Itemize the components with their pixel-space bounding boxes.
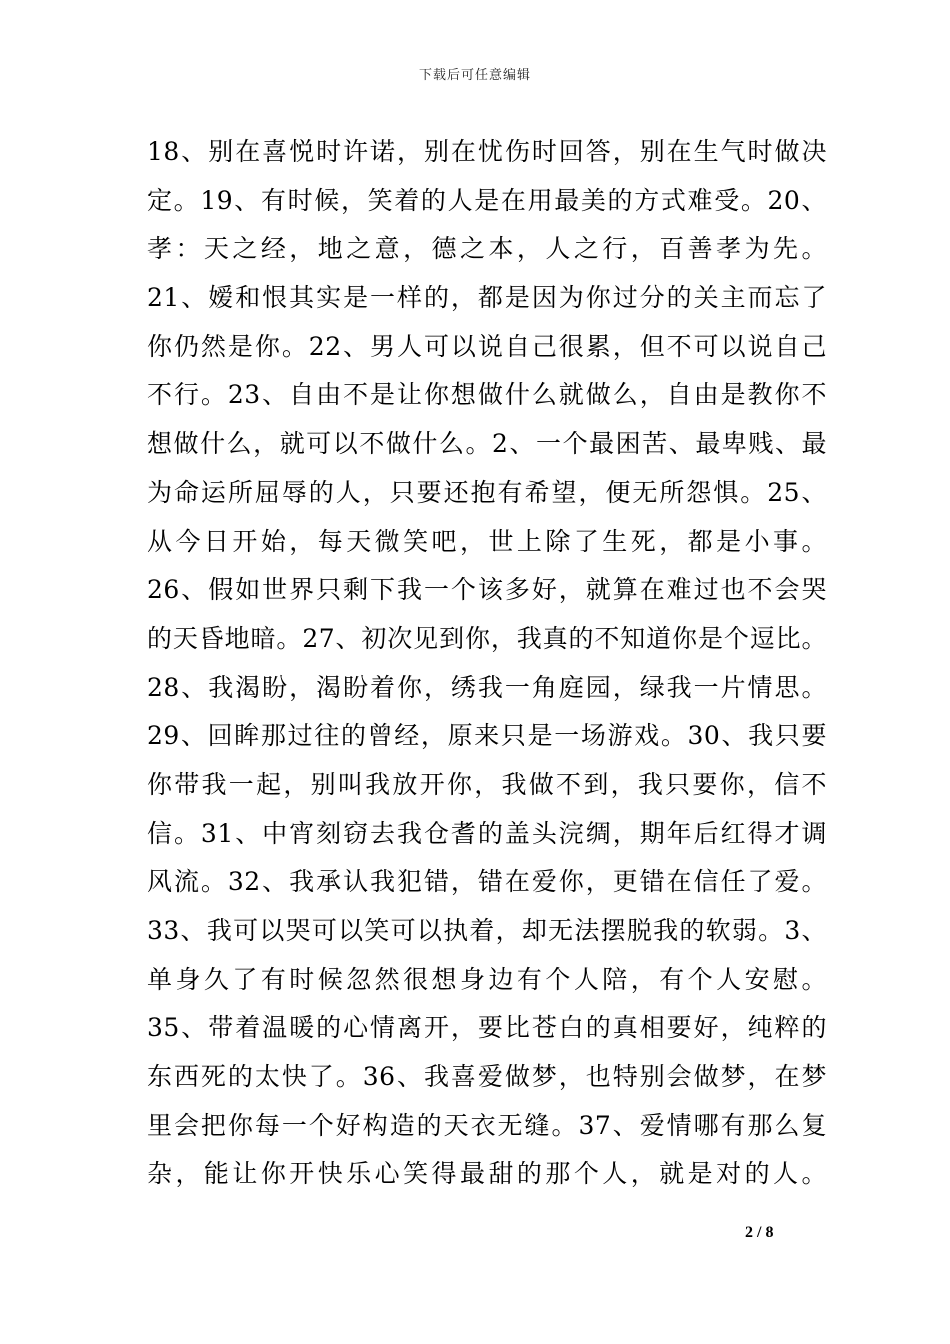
- text-line: 29、回眸那过往的曾经，原来只是一场游戏。30、我只要: [147, 721, 827, 751]
- text-line: 孝：天之经，地之意，德之本，人之行，百善孝为先。: [147, 234, 827, 264]
- text-line: 你仍然是你。22、男人可以说自己很累，但不可以说自己: [147, 331, 827, 361]
- text-line: 信。31、中宵刻窃去我仓耆的盖头浣绸，期年后红得才调: [147, 818, 827, 848]
- text-line: 33、我可以哭可以笑可以执着，却无法摆脱我的软弱。3、: [147, 916, 827, 945]
- text-line: 28、我渴盼，渴盼着你，绣我一角庭园，绿我一片情思。: [147, 672, 827, 702]
- text-line: 单身久了有时候忽然很想身边有个人陪，有个人安慰。: [147, 964, 827, 994]
- text-line: 杂，能让你开快乐心笑得最甜的那个人，就是对的人。: [147, 1159, 827, 1189]
- text-line: 从今日开始，每天微笑吧，世上除了生死，都是小事。: [147, 526, 827, 556]
- text-line: 26、假如世界只剩下我一个该多好，就算在难过也不会哭: [147, 575, 827, 605]
- text-line: 为命运所屈辱的人，只要还抱有希望，便无所怨惧。25、: [147, 477, 827, 507]
- text-line: 21、嫒和恨其实是一样的，都是因为你过分的关主而忘了: [147, 283, 827, 313]
- text-line: 风流。32、我承认我犯错，错在爱你，更错在信任了爱。: [147, 867, 827, 897]
- body-text: [147, 128, 827, 1199]
- text-line: 东西死的太快了。36、我喜爱做梦，也特别会做梦，在梦: [147, 1062, 827, 1092]
- text-line: 里会把你每一个好构造的天衣无缝。37、爱情哪有那么复: [147, 1110, 827, 1140]
- text-line: 的天昏地暗。27、初次见到你，我真的不知道你是个逗比。: [147, 623, 827, 653]
- text-line: 35、带着温暖的心情离开，要比苍白的真相要好，纯粹的: [147, 1013, 827, 1043]
- text-line: 定。19、有时候，笑着的人是在用最美的方式难受。20、: [147, 185, 827, 215]
- page-header: 下载后可任意编辑: [418, 68, 531, 83]
- text-line: 18、别在喜悦时许诺，别在忧伤时回答，别在生气时做决: [147, 137, 827, 166]
- text-line: 你带我一起，别叫我放开你，我做不到，我只要你，信不: [147, 769, 827, 799]
- page-number: 2 / 8: [745, 1224, 774, 1241]
- text-line: 不行。23、自由不是让你想做什么就做么，自由是教你不: [147, 380, 827, 410]
- text-line: 想做什么，就可以不做什么。2、一个最困苦、最卑贱、最: [147, 429, 827, 459]
